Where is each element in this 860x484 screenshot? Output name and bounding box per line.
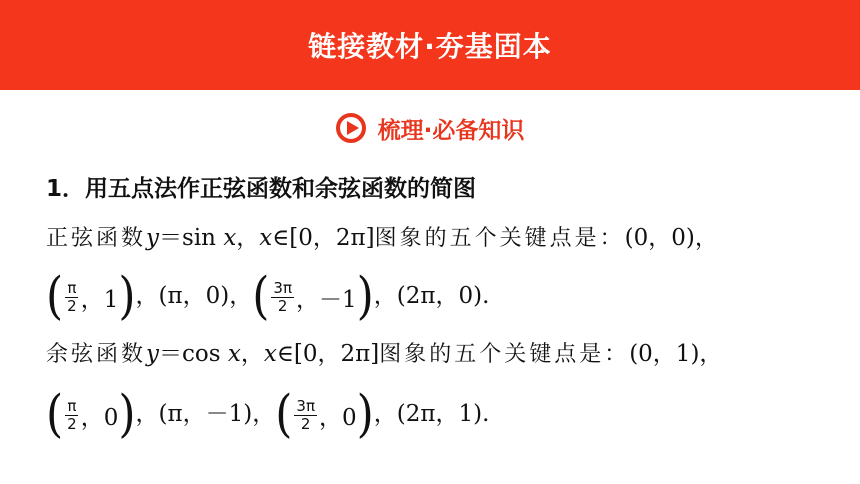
cosine-lead: 余弦函数 xyxy=(46,342,147,367)
sine-var-x1: x xyxy=(223,225,237,251)
cosine-point-2: ( $\frac{\pi}{2}$ ，0 ) xyxy=(46,385,136,444)
cosine-point-4: ( $\frac{3\pi}{2}$ ，0 ) xyxy=(275,385,374,444)
cosine-tail: 图象的五个关键点是： xyxy=(379,342,630,367)
header-banner xyxy=(0,0,860,90)
cosine-point-5: ，(2π，1). xyxy=(373,401,490,427)
sine-lead: 正弦函数 xyxy=(46,226,147,251)
cosine-var-x2: x xyxy=(263,341,277,367)
fraction: $\frac{\pi}{2}$ xyxy=(67,396,77,433)
cosine-comma: ， xyxy=(240,341,264,367)
sine-tail: 图象的五个关键点是： xyxy=(374,226,625,251)
item-title-line xyxy=(46,170,476,203)
fraction: $\frac{\pi}{2}$ xyxy=(67,278,77,315)
cosine-statement xyxy=(46,335,722,368)
sine-comma: ， xyxy=(236,225,260,251)
section-heading xyxy=(0,110,860,146)
fraction: $\frac{3\pi}{2}$ xyxy=(273,278,292,315)
sine-point-1: (0，0)， xyxy=(624,225,718,251)
sine-points xyxy=(46,267,490,326)
cosine-points xyxy=(46,385,490,444)
sine-eq: ＝sin xyxy=(159,225,224,251)
cosine-var-y: y xyxy=(146,341,160,367)
sine-domain: ∈[0，2π] xyxy=(272,225,375,251)
sine-point-2: ( $\frac{\pi}{2}$ ，1 ) xyxy=(46,267,136,326)
cosine-point-1: (0，1)， xyxy=(629,341,723,367)
cosine-eq: ＝cos xyxy=(159,341,228,367)
sine-var-x2: x xyxy=(259,225,273,251)
fraction: $\frac{3\pi}{2}$ xyxy=(296,396,315,433)
section-label: 梳理·必备知识 xyxy=(377,117,525,144)
item-number: 1． xyxy=(46,176,86,202)
sine-point-4: ( $\frac{3\pi}{2}$ ，－1 ) xyxy=(252,267,374,326)
sine-var-y: y xyxy=(146,225,160,251)
cosine-domain: ∈[0，2π] xyxy=(276,341,380,367)
header-title: 链接教材·夯基固本 xyxy=(308,30,552,63)
sine-point-5: ，(2π，0). xyxy=(373,283,490,309)
play-circle-icon xyxy=(336,113,366,143)
item-title: 用五点法作正弦函数和余弦函数的简图 xyxy=(85,176,477,202)
sine-statement xyxy=(46,219,718,252)
cosine-var-x1: x xyxy=(227,341,241,367)
cosine-point-3: ，(π，－1)， xyxy=(135,401,276,427)
sine-point-3: ，(π，0)， xyxy=(135,283,253,309)
